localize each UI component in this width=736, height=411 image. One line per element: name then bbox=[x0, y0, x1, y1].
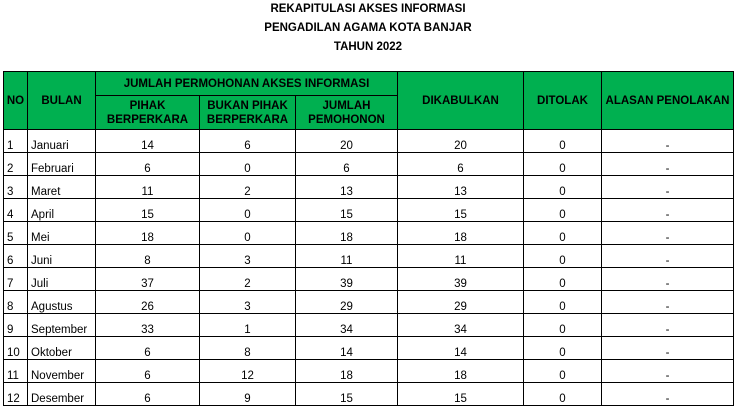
row-jumlah-cell: 13 bbox=[296, 176, 398, 199]
row-alasan-cell: - bbox=[602, 383, 734, 406]
row-pihak-cell: 15 bbox=[96, 199, 200, 222]
row-dikabulkan-cell: 14 bbox=[398, 337, 524, 360]
row-alasan-cell: - bbox=[602, 291, 734, 314]
row-alasan-cell: - bbox=[602, 314, 734, 337]
row-bukan-pihak-cell: 6 bbox=[200, 130, 296, 153]
table-body bbox=[4, 130, 734, 406]
table-row bbox=[4, 337, 734, 360]
row-no-cell: 9 bbox=[4, 314, 28, 337]
row-ditolak-cell: 0 bbox=[524, 383, 602, 406]
table-row bbox=[4, 314, 734, 337]
row-bukan-pihak-cell: 0 bbox=[200, 199, 296, 222]
row-jumlah-cell: 11 bbox=[296, 245, 398, 268]
row-jumlah-cell: 18 bbox=[296, 360, 398, 383]
row-alasan-cell: - bbox=[602, 153, 734, 176]
row-no-cell: 6 bbox=[4, 245, 28, 268]
row-pihak-cell: 6 bbox=[96, 153, 200, 176]
row-dikabulkan-cell: 34 bbox=[398, 314, 524, 337]
row-jumlah-cell: 15 bbox=[296, 383, 398, 406]
header-bukan-pihak-berperkara: BUKAN PIHAK BERPERKARA bbox=[200, 96, 296, 130]
row-dikabulkan-cell: 11 bbox=[398, 245, 524, 268]
row-no-cell: 2 bbox=[4, 153, 28, 176]
row-bukan-pihak-cell: 0 bbox=[200, 222, 296, 245]
table-row bbox=[4, 360, 734, 383]
row-month-cell: Desember bbox=[28, 383, 96, 406]
row-month-cell: Juni bbox=[28, 245, 96, 268]
row-pihak-cell: 14 bbox=[96, 130, 200, 153]
access-info-table bbox=[3, 71, 734, 406]
row-dikabulkan-cell: 29 bbox=[398, 291, 524, 314]
header-group-jumlah-permohonan: JUMLAH PERMOHONAN AKSES INFORMASI bbox=[96, 72, 398, 96]
row-month-cell: September bbox=[28, 314, 96, 337]
row-no-cell: 7 bbox=[4, 268, 28, 291]
report-year: TAHUN 2022 bbox=[333, 41, 403, 53]
row-ditolak-cell: 0 bbox=[524, 199, 602, 222]
row-dikabulkan-cell: 6 bbox=[398, 153, 524, 176]
row-month-cell: Januari bbox=[28, 130, 96, 153]
row-jumlah-cell: 39 bbox=[296, 268, 398, 291]
row-alasan-cell: - bbox=[602, 130, 734, 153]
table-row bbox=[4, 245, 734, 268]
row-no-cell: 12 bbox=[4, 383, 28, 406]
row-pihak-cell: 26 bbox=[96, 291, 200, 314]
row-alasan-cell: - bbox=[602, 245, 734, 268]
header-jumlah-pemohonon: JUMLAH PEMOHONON bbox=[296, 96, 398, 130]
row-month-cell: Mei bbox=[28, 222, 96, 245]
table-row bbox=[4, 291, 734, 314]
row-pihak-cell: 37 bbox=[96, 268, 200, 291]
header-bulan: BULAN bbox=[28, 72, 96, 130]
row-alasan-cell: - bbox=[602, 176, 734, 199]
row-pihak-cell: 6 bbox=[96, 360, 200, 383]
row-month-cell: Februari bbox=[28, 153, 96, 176]
row-bukan-pihak-cell: 3 bbox=[200, 245, 296, 268]
row-dikabulkan-cell: 20 bbox=[398, 130, 524, 153]
row-bukan-pihak-cell: 12 bbox=[200, 360, 296, 383]
row-ditolak-cell: 0 bbox=[524, 176, 602, 199]
table-row bbox=[4, 130, 734, 153]
row-pihak-cell: 33 bbox=[96, 314, 200, 337]
row-alasan-cell: - bbox=[602, 337, 734, 360]
row-bukan-pihak-cell: 1 bbox=[200, 314, 296, 337]
row-jumlah-cell: 6 bbox=[296, 153, 398, 176]
header-dikabulkan: DIKABULKAN bbox=[398, 72, 524, 130]
row-dikabulkan-cell: 15 bbox=[398, 383, 524, 406]
row-month-cell: November bbox=[28, 360, 96, 383]
row-ditolak-cell: 0 bbox=[524, 245, 602, 268]
header-pihak-berperkara: PIHAK BERPERKARA bbox=[96, 96, 200, 130]
row-pihak-cell: 11 bbox=[96, 176, 200, 199]
row-jumlah-cell: 29 bbox=[296, 291, 398, 314]
row-bukan-pihak-cell: 8 bbox=[200, 337, 296, 360]
row-pihak-cell: 8 bbox=[96, 245, 200, 268]
row-jumlah-cell: 34 bbox=[296, 314, 398, 337]
row-ditolak-cell: 0 bbox=[524, 314, 602, 337]
row-no-cell: 4 bbox=[4, 199, 28, 222]
table-row bbox=[4, 153, 734, 176]
table-row bbox=[4, 222, 734, 245]
row-bukan-pihak-cell: 2 bbox=[200, 176, 296, 199]
row-pihak-cell: 6 bbox=[96, 337, 200, 360]
row-alasan-cell: - bbox=[602, 199, 734, 222]
row-no-cell: 10 bbox=[4, 337, 28, 360]
row-ditolak-cell: 0 bbox=[524, 268, 602, 291]
table-row bbox=[4, 199, 734, 222]
row-month-cell: April bbox=[28, 199, 96, 222]
table-row bbox=[4, 176, 734, 199]
row-bukan-pihak-cell: 9 bbox=[200, 383, 296, 406]
row-dikabulkan-cell: 39 bbox=[398, 268, 524, 291]
header-no: NO bbox=[4, 72, 28, 130]
row-alasan-cell: - bbox=[602, 268, 734, 291]
row-ditolak-cell: 0 bbox=[524, 291, 602, 314]
row-alasan-cell: - bbox=[602, 360, 734, 383]
row-ditolak-cell: 0 bbox=[524, 153, 602, 176]
row-dikabulkan-cell: 13 bbox=[398, 176, 524, 199]
row-month-cell: Agustus bbox=[28, 291, 96, 314]
row-month-cell: Juli bbox=[28, 268, 96, 291]
row-no-cell: 3 bbox=[4, 176, 28, 199]
row-alasan-cell: - bbox=[602, 222, 734, 245]
row-ditolak-cell: 0 bbox=[524, 222, 602, 245]
row-dikabulkan-cell: 15 bbox=[398, 199, 524, 222]
row-jumlah-cell: 18 bbox=[296, 222, 398, 245]
row-no-cell: 5 bbox=[4, 222, 28, 245]
row-ditolak-cell: 0 bbox=[524, 337, 602, 360]
table-row bbox=[4, 268, 734, 291]
report-institution: PENGADILAN AGAMA KOTA BANJAR bbox=[264, 22, 472, 34]
row-ditolak-cell: 0 bbox=[524, 360, 602, 383]
row-ditolak-cell: 0 bbox=[524, 130, 602, 153]
row-bukan-pihak-cell: 3 bbox=[200, 291, 296, 314]
row-jumlah-cell: 20 bbox=[296, 130, 398, 153]
header-alasan-penolakan: ALASAN PENOLAKAN bbox=[602, 72, 734, 130]
row-no-cell: 1 bbox=[4, 130, 28, 153]
table-row bbox=[4, 383, 734, 406]
report-title-block bbox=[0, 0, 736, 57]
row-dikabulkan-cell: 18 bbox=[398, 222, 524, 245]
row-dikabulkan-cell: 18 bbox=[398, 360, 524, 383]
row-bukan-pihak-cell: 0 bbox=[200, 153, 296, 176]
row-no-cell: 11 bbox=[4, 360, 28, 383]
report-title: REKAPITULASI AKSES INFORMASI bbox=[270, 3, 466, 15]
row-jumlah-cell: 15 bbox=[296, 199, 398, 222]
row-month-cell: Maret bbox=[28, 176, 96, 199]
row-month-cell: Oktober bbox=[28, 337, 96, 360]
row-no-cell: 8 bbox=[4, 291, 28, 314]
row-bukan-pihak-cell: 2 bbox=[200, 268, 296, 291]
row-jumlah-cell: 14 bbox=[296, 337, 398, 360]
row-pihak-cell: 6 bbox=[96, 383, 200, 406]
header-ditolak: DITOLAK bbox=[524, 72, 602, 130]
row-pihak-cell: 18 bbox=[96, 222, 200, 245]
